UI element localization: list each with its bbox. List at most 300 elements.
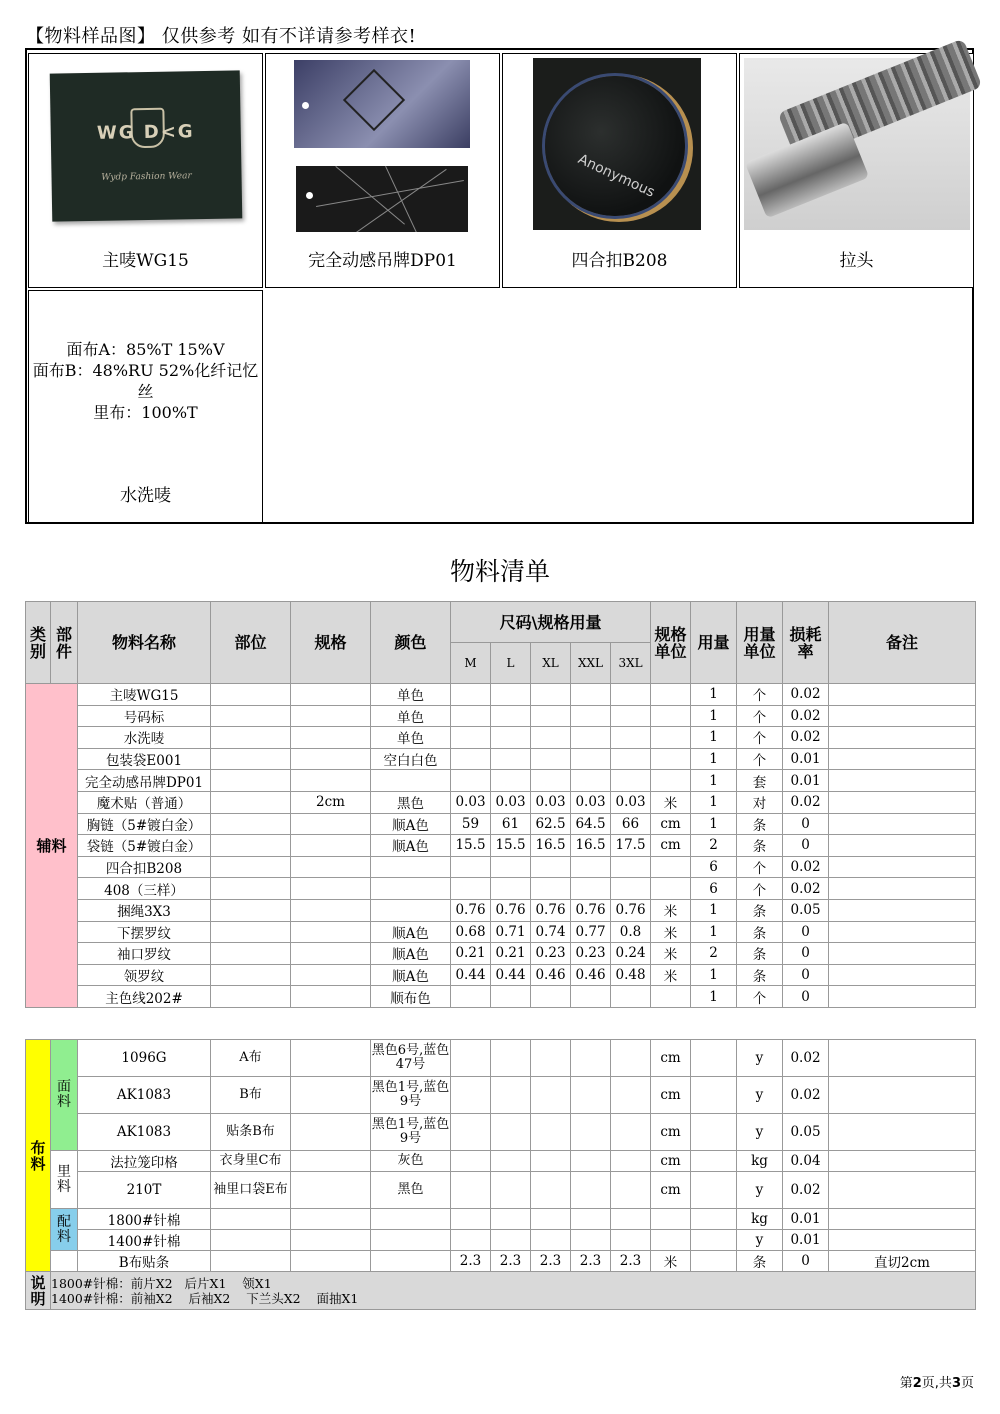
remark-cell [829, 921, 976, 943]
size-usage-cell [611, 1077, 651, 1114]
color-cell [371, 1251, 451, 1272]
quantity-cell: 1 [691, 705, 737, 727]
material-name-cell: 魔术贴（普通） [78, 791, 211, 813]
size-usage-cell [571, 986, 611, 1008]
position-cell [211, 1251, 291, 1272]
header-position: 部位 [211, 602, 291, 684]
remark-cell [829, 835, 976, 857]
group-other-material: 配料 [51, 1209, 78, 1251]
size-usage-cell: 0.21 [451, 943, 491, 965]
spec-unit-cell: 米 [651, 791, 691, 813]
quantity-cell: 1 [691, 899, 737, 921]
material-name-cell: 四合扣B208 [78, 856, 211, 878]
size-usage-cell [531, 1040, 571, 1077]
remark-cell [829, 770, 976, 792]
remark-cell [829, 986, 976, 1008]
size-usage-cell [491, 684, 531, 706]
position-cell [211, 921, 291, 943]
size-usage-cell [571, 1040, 611, 1077]
size-usage-cell: 0.46 [571, 964, 611, 986]
remark-cell [829, 964, 976, 986]
size-usage-cell: 0.46 [531, 964, 571, 986]
notes-row [26, 1272, 976, 1310]
size-usage-cell [531, 986, 571, 1008]
quantity-cell: 6 [691, 856, 737, 878]
tag-ornament [343, 69, 405, 131]
notes-label: 说明 [26, 1272, 51, 1310]
spec-cell [291, 770, 371, 792]
loss-rate-cell: 0.02 [783, 727, 829, 749]
spec-unit-cell: 米 [651, 964, 691, 986]
header-material-name: 物料名称 [78, 602, 211, 684]
quantity-cell [691, 1151, 737, 1172]
position-cell [211, 1230, 291, 1251]
material-name-cell: 完全动感吊牌DP01 [78, 770, 211, 792]
quantity-unit-cell: kg [737, 1151, 783, 1172]
spec-unit-cell [651, 684, 691, 706]
color-cell [371, 878, 451, 900]
size-usage-cell: 59 [451, 813, 491, 835]
remark-cell [829, 684, 976, 706]
sample-caption: 四合扣B208 [571, 251, 668, 271]
quantity-unit-cell: 个 [737, 878, 783, 900]
material-name-cell: 主唛WG15 [78, 684, 211, 706]
position-cell [211, 899, 291, 921]
material-name-cell: 1400#针棉 [78, 1230, 211, 1251]
material-name-cell: 下摆罗纹 [78, 921, 211, 943]
quantity-unit-cell: 个 [737, 748, 783, 770]
size-usage-cell: 0.44 [451, 964, 491, 986]
quantity-unit-cell: y [737, 1114, 783, 1151]
position-cell [211, 684, 291, 706]
page-footer [900, 1372, 974, 1391]
position-cell: 贴条B布 [211, 1114, 291, 1151]
size-usage-cell [611, 1040, 651, 1077]
table-row [26, 878, 976, 900]
remark-cell [829, 1209, 976, 1230]
quantity-cell [691, 1172, 737, 1209]
material-name-cell: 408（三样） [78, 878, 211, 900]
hang-tag-back-image [296, 166, 468, 232]
size-usage-cell: 0.77 [571, 921, 611, 943]
size-usage-cell: 16.5 [531, 835, 571, 857]
remark-cell [829, 1040, 976, 1077]
quantity-unit-cell: 个 [737, 727, 783, 749]
sample-caption: 完全动感吊牌DP01 [308, 251, 457, 271]
size-usage-cell: 61 [491, 813, 531, 835]
footer-suffix: 页 [960, 1376, 974, 1391]
header-size-usage: 尺码\规格用量 [451, 602, 651, 643]
header-spec: 规格 [291, 602, 371, 684]
remark-cell [829, 1114, 976, 1151]
spec-cell [291, 964, 371, 986]
spec-unit-cell [651, 986, 691, 1008]
header-category: 类别 [26, 602, 51, 684]
position-cell [211, 986, 291, 1008]
material-name-cell: AK1083 [78, 1114, 211, 1151]
size-usage-cell [611, 1114, 651, 1151]
remark-cell [829, 813, 976, 835]
size-usage-cell: 0.23 [571, 943, 611, 965]
spec-unit-cell [651, 856, 691, 878]
spec-cell [291, 705, 371, 727]
spec-cell [291, 1077, 371, 1114]
loss-rate-cell: 0 [783, 964, 829, 986]
quantity-cell [691, 1230, 737, 1251]
spec-cell [291, 813, 371, 835]
color-cell: 顺布色 [371, 986, 451, 1008]
header-quantity-unit: 用量单位 [737, 602, 783, 684]
size-usage-cell [531, 1151, 571, 1172]
position-cell [211, 791, 291, 813]
loss-rate-cell: 0.02 [783, 878, 829, 900]
quantity-unit-cell: 条 [737, 943, 783, 965]
size-usage-cell: 0.76 [611, 899, 651, 921]
spec-unit-cell: cm [651, 835, 691, 857]
size-usage-cell: 2.3 [491, 1251, 531, 1272]
quantity-cell: 1 [691, 727, 737, 749]
material-name-cell: 胸链（5#镀白金） [78, 813, 211, 835]
material-name-cell: 领罗纹 [78, 964, 211, 986]
size-usage-cell [451, 878, 491, 900]
position-cell [211, 770, 291, 792]
table-row [26, 748, 976, 770]
quantity-cell: 1 [691, 964, 737, 986]
remark-cell [829, 727, 976, 749]
material-name-cell: 1800#针棉 [78, 1209, 211, 1230]
table-row [26, 727, 976, 749]
size-usage-cell: 0.03 [531, 791, 571, 813]
position-cell [211, 856, 291, 878]
size-usage-cell [491, 705, 531, 727]
spec-cell [291, 1251, 371, 1272]
position-cell [211, 813, 291, 835]
loss-rate-cell: 0 [783, 1251, 829, 1272]
size-usage-cell [611, 748, 651, 770]
color-cell: 单色 [371, 684, 451, 706]
size-usage-cell: 0.24 [611, 943, 651, 965]
color-cell: 顺A色 [371, 964, 451, 986]
spec-unit-cell [651, 705, 691, 727]
size-usage-cell [571, 1151, 611, 1172]
remark-cell [829, 878, 976, 900]
main-label-image [50, 70, 243, 221]
loss-rate-cell: 0.01 [783, 1209, 829, 1230]
table-row [26, 856, 976, 878]
spec-cell [291, 1151, 371, 1172]
quantity-unit-cell: y [737, 1077, 783, 1114]
remark-cell: 直切2cm [829, 1251, 976, 1272]
size-usage-cell [451, 705, 491, 727]
size-usage-cell: 0.8 [611, 921, 651, 943]
size-usage-cell [451, 856, 491, 878]
remark-cell [829, 943, 976, 965]
size-usage-cell [451, 1230, 491, 1251]
quantity-cell: 1 [691, 748, 737, 770]
size-usage-cell [531, 770, 571, 792]
size-usage-cell [451, 1172, 491, 1209]
size-usage-cell [531, 1230, 571, 1251]
label-logo-text: WG D<G [96, 121, 195, 144]
size-usage-cell: 64.5 [571, 813, 611, 835]
size-usage-cell [491, 1077, 531, 1114]
position-cell [211, 727, 291, 749]
size-usage-cell: 15.5 [491, 835, 531, 857]
loss-rate-cell: 0.05 [783, 899, 829, 921]
size-usage-cell [571, 1077, 611, 1114]
size-usage-cell [571, 1114, 611, 1151]
size-usage-cell [611, 1172, 651, 1209]
size-usage-cell: 0.74 [531, 921, 571, 943]
spec-cell [291, 921, 371, 943]
table-row [26, 1114, 976, 1151]
page-title: 物料清单 [449, 557, 550, 586]
remark-cell [829, 856, 976, 878]
spec-cell: 2cm [291, 791, 371, 813]
header-size: XL [531, 643, 571, 684]
size-usage-cell [451, 1077, 491, 1114]
table-row [26, 684, 976, 706]
size-usage-cell [571, 748, 611, 770]
spec-cell [291, 856, 371, 878]
category-fabric: 布料 [26, 1040, 51, 1272]
size-usage-cell [491, 727, 531, 749]
size-usage-cell: 2.3 [611, 1251, 651, 1272]
size-usage-cell [611, 1151, 651, 1172]
quantity-unit-cell: 个 [737, 684, 783, 706]
position-cell: 袖里口袋E布 [211, 1172, 291, 1209]
material-name-cell: 袖口罗纹 [78, 943, 211, 965]
table-row [26, 705, 976, 727]
remark-cell [829, 791, 976, 813]
spec-unit-cell [651, 727, 691, 749]
note-line: 1800#针棉：前片X2 后片X1 领X1 [51, 1275, 272, 1291]
size-usage-cell [611, 878, 651, 900]
sample-card-main-label [28, 53, 263, 288]
size-usage-cell: 0.48 [611, 964, 651, 986]
accessories-table [25, 601, 976, 1008]
size-usage-cell [531, 727, 571, 749]
spec-unit-cell [651, 770, 691, 792]
size-usage-cell: 0.23 [531, 943, 571, 965]
spec-unit-cell: cm [651, 1114, 691, 1151]
spec-unit-cell: cm [651, 1077, 691, 1114]
size-usage-cell: 0.76 [571, 899, 611, 921]
size-usage-cell [611, 727, 651, 749]
size-usage-cell [571, 878, 611, 900]
position-cell [211, 943, 291, 965]
size-usage-cell [451, 986, 491, 1008]
quantity-cell [691, 1251, 737, 1272]
size-usage-cell [451, 1151, 491, 1172]
wash-label-text [29, 339, 262, 423]
size-usage-cell [531, 705, 571, 727]
loss-rate-cell: 0.02 [783, 705, 829, 727]
table-row [26, 1209, 976, 1230]
loss-rate-cell: 0.02 [783, 856, 829, 878]
color-cell [371, 770, 451, 792]
loss-rate-cell: 0.02 [783, 684, 829, 706]
table-row [26, 835, 976, 857]
table-row [26, 943, 976, 965]
notes-content [51, 1272, 976, 1310]
size-usage-cell [491, 856, 531, 878]
spec-cell [291, 835, 371, 857]
color-cell: 黑色 [371, 791, 451, 813]
quantity-unit-cell: 套 [737, 770, 783, 792]
position-cell [211, 748, 291, 770]
size-usage-cell [531, 1209, 571, 1230]
size-usage-cell: 0.76 [531, 899, 571, 921]
color-cell: 单色 [371, 727, 451, 749]
size-usage-cell [491, 1040, 531, 1077]
quantity-unit-cell: kg [737, 1209, 783, 1230]
color-cell: 顺A色 [371, 921, 451, 943]
size-usage-cell [611, 684, 651, 706]
material-name-cell: 袋链（5#镀白金） [78, 835, 211, 857]
size-usage-cell [571, 1209, 611, 1230]
sample-card-wash-label [28, 290, 263, 523]
size-usage-cell [531, 1114, 571, 1151]
size-usage-cell: 0.76 [491, 899, 531, 921]
group-empty [51, 1251, 78, 1272]
size-usage-cell [571, 770, 611, 792]
size-usage-cell: 2.3 [451, 1251, 491, 1272]
size-usage-cell [611, 770, 651, 792]
remark-cell [829, 1151, 976, 1172]
table-row [26, 1040, 976, 1077]
loss-rate-cell: 0 [783, 813, 829, 835]
remark-cell [829, 1230, 976, 1251]
header-color: 颜色 [371, 602, 451, 684]
button-engraving: Anonymous [575, 151, 658, 201]
header-size: L [491, 643, 531, 684]
sample-caption: 水洗唛 [120, 486, 171, 506]
size-usage-cell: 17.5 [611, 835, 651, 857]
size-usage-cell: 0.71 [491, 921, 531, 943]
material-name-cell: 1096G [78, 1040, 211, 1077]
tag-hole [306, 192, 313, 199]
quantity-unit-cell: y [737, 1230, 783, 1251]
quantity-cell: 1 [691, 921, 737, 943]
page-header: 【物料样品图】 仅供参考 如有不详请参考样衣! [26, 26, 417, 47]
remark-cell [829, 899, 976, 921]
footer-total: 3 [951, 1376, 961, 1391]
color-cell: 空白白色 [371, 748, 451, 770]
position-cell [211, 705, 291, 727]
table-row [26, 921, 976, 943]
size-usage-cell [611, 1209, 651, 1230]
size-usage-cell [451, 684, 491, 706]
quantity-cell: 6 [691, 878, 737, 900]
spec-cell [291, 899, 371, 921]
spec-unit-cell [651, 748, 691, 770]
color-cell: 顺A色 [371, 943, 451, 965]
quantity-cell: 2 [691, 943, 737, 965]
size-usage-cell [491, 1172, 531, 1209]
spec-cell [291, 1209, 371, 1230]
loss-rate-cell: 0.05 [783, 1114, 829, 1151]
size-usage-cell: 0.03 [451, 791, 491, 813]
loss-rate-cell: 0 [783, 835, 829, 857]
size-usage-cell [611, 856, 651, 878]
sample-card-snap-button [502, 53, 737, 288]
size-usage-cell [611, 1230, 651, 1251]
size-usage-cell: 62.5 [531, 813, 571, 835]
size-usage-cell [531, 878, 571, 900]
size-usage-cell [451, 727, 491, 749]
size-usage-cell [451, 748, 491, 770]
remark-cell [829, 748, 976, 770]
quantity-cell [691, 1209, 737, 1230]
loss-rate-cell: 0.04 [783, 1151, 829, 1172]
spec-unit-cell: 米 [651, 921, 691, 943]
size-usage-cell [531, 748, 571, 770]
table-row [26, 1251, 976, 1272]
table-row [26, 964, 976, 986]
size-usage-cell: 66 [611, 813, 651, 835]
table-row [26, 791, 976, 813]
remark-cell [829, 1077, 976, 1114]
position-cell [211, 835, 291, 857]
wash-line: 面布A：85%T 15%V [66, 340, 225, 359]
size-usage-cell [571, 684, 611, 706]
group-lining-fabric: 里料 [51, 1151, 78, 1209]
header-spec-unit: 规格单位 [651, 602, 691, 684]
header-remark: 备注 [829, 602, 976, 684]
size-usage-cell: 0.44 [491, 964, 531, 986]
color-cell: 顺A色 [371, 835, 451, 857]
quantity-unit-cell: y [737, 1040, 783, 1077]
material-name-cell: 水洗唛 [78, 727, 211, 749]
color-cell [371, 899, 451, 921]
color-cell: 黑色1号,蓝色9号 [371, 1114, 451, 1151]
table-row [26, 986, 976, 1008]
quantity-unit-cell: 条 [737, 921, 783, 943]
table-row [26, 770, 976, 792]
quantity-cell: 1 [691, 770, 737, 792]
size-usage-cell: 0.68 [451, 921, 491, 943]
quantity-cell [691, 1114, 737, 1151]
size-usage-cell [451, 1209, 491, 1230]
position-cell [211, 878, 291, 900]
color-cell [371, 1230, 451, 1251]
size-usage-cell [531, 684, 571, 706]
size-usage-cell [531, 1172, 571, 1209]
label-sub-text: Wydp Fashion Wear [101, 171, 192, 183]
tag-hole [302, 102, 309, 109]
category-accessories: 辅料 [26, 684, 78, 1008]
spec-unit-cell: cm [651, 1172, 691, 1209]
loss-rate-cell: 0.02 [783, 1077, 829, 1114]
quantity-unit-cell: 个 [737, 986, 783, 1008]
header-quantity: 用量 [691, 602, 737, 684]
quantity-unit-cell: 个 [737, 705, 783, 727]
sample-caption: 拉头 [839, 251, 874, 271]
material-name-cell: 号码标 [78, 705, 211, 727]
size-usage-cell [571, 1172, 611, 1209]
sample-card-hang-tag [265, 53, 500, 288]
wash-line: 面布B：48%RU 52%化纤记忆 [32, 361, 259, 380]
color-cell: 顺A色 [371, 813, 451, 835]
quantity-unit-cell: 条 [737, 835, 783, 857]
group-face-fabric: 面料 [51, 1040, 78, 1151]
hang-tag-front-image [294, 60, 470, 148]
spec-unit-cell [651, 1230, 691, 1251]
material-name-cell: 210T [78, 1172, 211, 1209]
fabric-table [25, 1039, 976, 1310]
remark-cell [829, 1172, 976, 1209]
